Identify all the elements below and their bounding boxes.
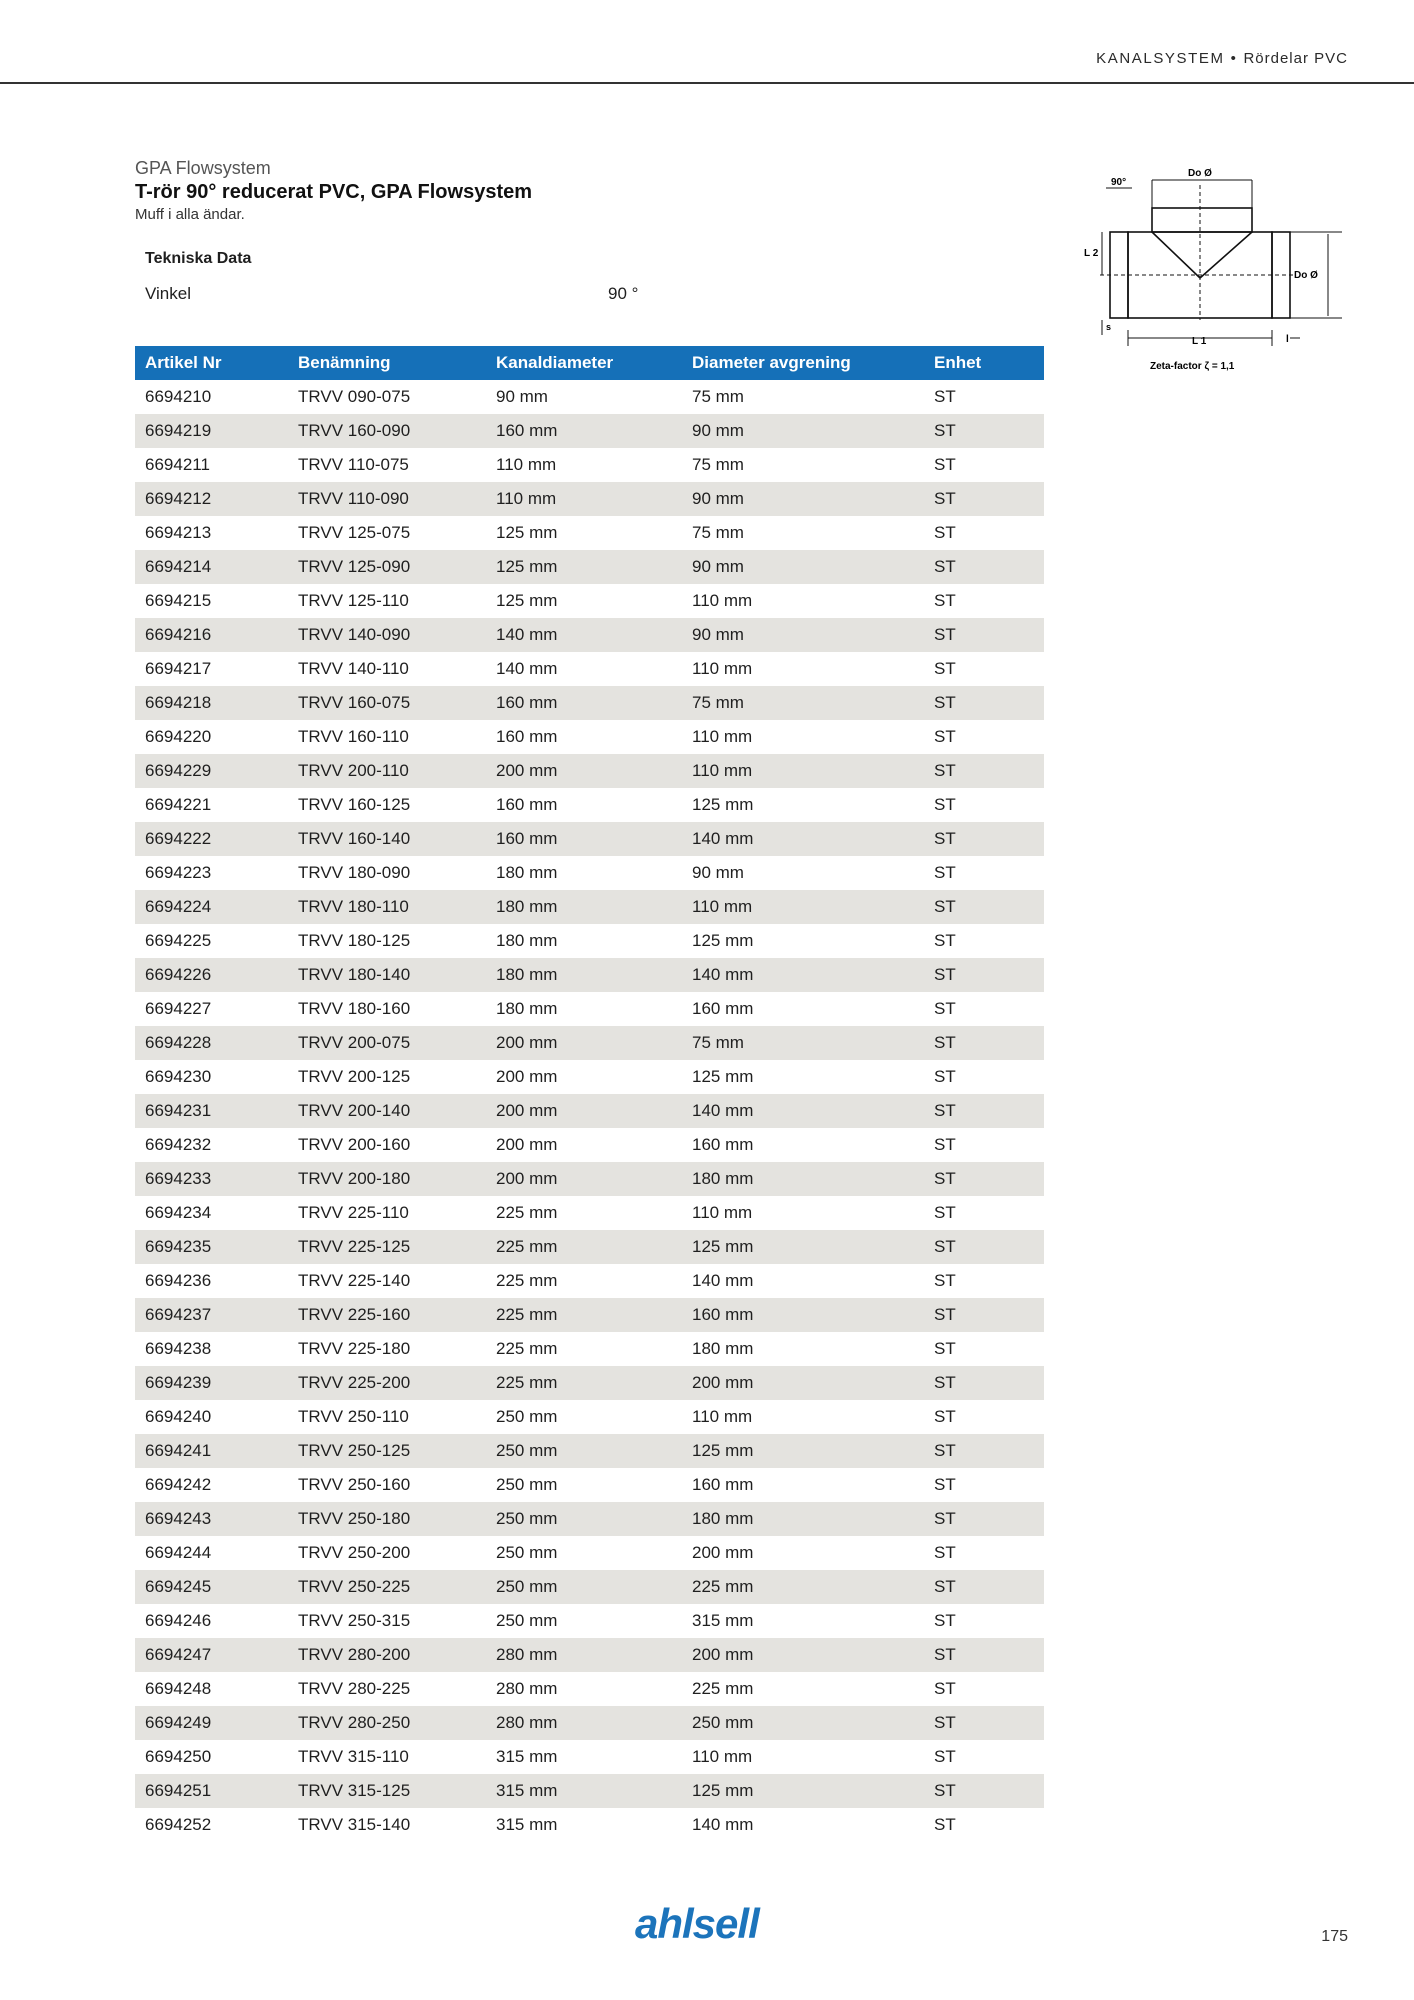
cell-article-number: 6694239 [135, 1366, 288, 1400]
cell-unit: ST [924, 1706, 1044, 1740]
table-row [135, 856, 1044, 890]
cell-duct-diameter: 180 mm [486, 958, 682, 992]
diagram-angle-label: 90° [1111, 177, 1127, 188]
table-row [135, 1060, 1044, 1094]
cell-duct-diameter: 315 mm [486, 1774, 682, 1808]
table-row [135, 1808, 1044, 1842]
cell-unit: ST [924, 1434, 1044, 1468]
table-row [135, 652, 1044, 686]
table-row [135, 1162, 1044, 1196]
cell-unit: ST [934, 1203, 956, 1222]
cell-article-number: 6694214 [135, 550, 288, 584]
cell-article-number: 6694251 [135, 1774, 288, 1808]
cell-name: TRVV 160-090 [288, 414, 486, 448]
cell-branch-diameter: 110 mm [692, 591, 753, 610]
diagram-do-side-label: Do Ø [1294, 270, 1318, 281]
tech-data-row [145, 284, 665, 306]
cell-article-number: 6694213 [145, 523, 212, 542]
page-header [1096, 50, 1348, 67]
table-row [135, 1264, 1044, 1298]
diagram-s-label: s [1106, 322, 1112, 332]
cell-name: TRVV 200-160 [298, 1135, 411, 1154]
cell-unit: ST [934, 1407, 956, 1426]
cell-duct-diameter: 250 mm [496, 1475, 558, 1494]
top-bar [0, 0, 1414, 84]
cell-unit: ST [924, 1366, 1044, 1400]
cell-duct-diameter: 200 mm [486, 1026, 682, 1060]
cell-article-number: 6694230 [145, 1067, 212, 1086]
cell-branch-diameter: 225 mm [692, 1679, 754, 1698]
cell-duct-diameter: 250 mm [486, 1570, 682, 1604]
cell-branch-diameter: 75 mm [692, 387, 744, 406]
cell-article-number: 6694236 [145, 1271, 212, 1290]
cell-name: TRVV 140-090 [288, 618, 486, 652]
cell-article-number: 6694226 [135, 958, 288, 992]
cell-branch-diameter: 125 mm [682, 1774, 924, 1808]
product-title: T-rör 90° reducerat PVC, GPA Flowsystem [135, 181, 533, 203]
table-row [135, 1638, 1044, 1672]
cell-duct-diameter: 225 mm [486, 1366, 682, 1400]
cell-name: TRVV 125-090 [288, 550, 486, 584]
cell-article-number: 6694222 [135, 822, 288, 856]
table-row [135, 1400, 1044, 1434]
product-subtitle: Muff i alla ändar. [135, 206, 245, 223]
cell-branch-diameter: 90 mm [682, 482, 924, 516]
cell-article-number: 6694246 [145, 1611, 212, 1630]
cell-duct-diameter: 200 mm [486, 754, 682, 788]
cell-branch-diameter: 125 mm [682, 1230, 924, 1264]
cell-name: TRVV 225-200 [288, 1366, 486, 1400]
table-row [135, 1026, 1044, 1060]
cell-branch-diameter: 110 mm [692, 659, 753, 678]
cell-duct-diameter: 225 mm [496, 1203, 558, 1222]
table-row [135, 380, 1044, 414]
table-row [135, 1536, 1044, 1570]
table-row [135, 1502, 1044, 1536]
cell-unit: ST [924, 822, 1044, 856]
cell-branch-diameter: 110 mm [692, 1407, 753, 1426]
cell-unit: ST [924, 1774, 1044, 1808]
cell-branch-diameter: 160 mm [692, 1475, 754, 1494]
cell-unit: ST [924, 482, 1044, 516]
table-row [135, 1196, 1044, 1230]
cell-branch-diameter: 315 mm [692, 1611, 754, 1630]
cell-duct-diameter: 110 mm [486, 482, 682, 516]
cell-article-number: 6694225 [145, 931, 212, 950]
cell-branch-diameter: 140 mm [682, 958, 924, 992]
cell-unit: ST [934, 1271, 956, 1290]
left-socket [1110, 232, 1128, 318]
table-row [135, 1468, 1044, 1502]
cell-name: TRVV 180-110 [288, 890, 486, 924]
cell-article-number: 6694224 [135, 890, 288, 924]
cell-duct-diameter: 110 mm [496, 455, 557, 474]
cell-unit: ST [934, 387, 956, 406]
cell-article-number: 6694240 [145, 1407, 212, 1426]
cell-unit: ST [934, 795, 956, 814]
cell-duct-diameter: 140 mm [496, 659, 558, 678]
cell-article-number: 6694248 [145, 1679, 212, 1698]
table-row [135, 1298, 1044, 1332]
cell-unit: ST [934, 1747, 956, 1766]
cell-article-number: 6694229 [135, 754, 288, 788]
cell-unit: ST [934, 523, 956, 542]
cell-duct-diameter: 200 mm [486, 1162, 682, 1196]
cell-unit: ST [934, 659, 956, 678]
column-header-unit: Enhet [924, 346, 1044, 380]
table-row [135, 754, 1044, 788]
branch-socket [1152, 208, 1252, 232]
cell-name: TRVV 225-125 [288, 1230, 486, 1264]
branch-cone [1152, 232, 1252, 278]
cell-unit: ST [924, 618, 1044, 652]
cell-article-number: 6694223 [145, 863, 212, 882]
cell-duct-diameter: 225 mm [486, 1230, 682, 1264]
cell-branch-diameter: 110 mm [692, 1203, 753, 1222]
diagram-zeta-label: Zeta-factor ζ = 1,1 [1150, 361, 1235, 372]
cell-unit: ST [924, 1298, 1044, 1332]
cell-article-number: 6694233 [135, 1162, 288, 1196]
cell-article-number: 6694211 [145, 455, 210, 474]
cell-name: TRVV 225-140 [298, 1271, 411, 1290]
cell-name: TRVV 315-125 [288, 1774, 486, 1808]
product-intro [135, 158, 835, 223]
cell-name: TRVV 125-110 [298, 591, 409, 610]
cell-name: TRVV 225-110 [298, 1203, 409, 1222]
cell-unit: ST [924, 1094, 1044, 1128]
cell-article-number: 6694234 [145, 1203, 212, 1222]
table-row [135, 1604, 1044, 1638]
cell-name: TRVV 160-075 [288, 686, 486, 720]
cell-name: TRVV 250-125 [288, 1434, 486, 1468]
table-row [135, 516, 1044, 550]
header-separator: • [1230, 50, 1238, 67]
cell-article-number: 6694220 [145, 727, 212, 746]
cell-name: TRVV 110-090 [288, 482, 486, 516]
cell-branch-diameter: 125 mm [692, 931, 754, 950]
cell-duct-diameter: 250 mm [486, 1502, 682, 1536]
cell-branch-diameter: 90 mm [682, 618, 924, 652]
cell-duct-diameter: 280 mm [486, 1638, 682, 1672]
cell-branch-diameter: 125 mm [682, 1434, 924, 1468]
table-row [135, 1332, 1044, 1366]
cell-name: TRVV 200-180 [288, 1162, 486, 1196]
cell-duct-diameter: 160 mm [496, 727, 558, 746]
cell-name: TRVV 225-180 [298, 1339, 411, 1358]
cell-name: TRVV 200-140 [288, 1094, 486, 1128]
cell-branch-diameter: 200 mm [682, 1638, 924, 1672]
cell-name: TRVV 250-225 [288, 1570, 486, 1604]
cell-branch-diameter: 140 mm [682, 1094, 924, 1128]
cell-unit: ST [924, 686, 1044, 720]
diagram-l2-label: L 2 [1084, 248, 1099, 259]
table-row [135, 550, 1044, 584]
cell-name: TRVV 250-160 [298, 1475, 411, 1494]
table-row [135, 448, 1044, 482]
cell-duct-diameter: 140 mm [486, 618, 682, 652]
table-row [135, 992, 1044, 1026]
cell-branch-diameter: 200 mm [692, 1543, 754, 1562]
cell-unit: ST [924, 1230, 1044, 1264]
product-table [135, 346, 1044, 1842]
cell-unit: ST [934, 727, 956, 746]
cell-branch-diameter: 125 mm [692, 795, 754, 814]
table-row [135, 1570, 1044, 1604]
cell-name: TRVV 225-160 [288, 1298, 486, 1332]
cell-duct-diameter: 160 mm [496, 795, 558, 814]
right-socket [1272, 232, 1290, 318]
cell-article-number: 6694242 [145, 1475, 212, 1494]
cell-branch-diameter: 90 mm [682, 550, 924, 584]
cell-name: TRVV 110-075 [298, 455, 409, 474]
cell-branch-diameter: 75 mm [692, 455, 744, 474]
table-row [135, 1094, 1044, 1128]
cell-name: TRVV 250-200 [298, 1543, 411, 1562]
cell-unit: ST [924, 550, 1044, 584]
header-section: KANALSYSTEM [1096, 50, 1225, 67]
cell-branch-diameter: 110 mm [692, 727, 753, 746]
cell-name: TRVV 315-110 [298, 1747, 409, 1766]
table-header-row [135, 346, 1044, 380]
cell-branch-diameter: 125 mm [692, 1067, 754, 1086]
cell-branch-diameter: 140 mm [682, 822, 924, 856]
cell-article-number: 6694241 [135, 1434, 288, 1468]
cell-unit: ST [924, 1638, 1044, 1672]
cell-unit: ST [934, 1611, 956, 1630]
cell-name: TRVV 280-225 [298, 1679, 411, 1698]
cell-article-number: 6694218 [135, 686, 288, 720]
cell-duct-diameter: 125 mm [486, 550, 682, 584]
cell-name: TRVV 160-110 [298, 727, 409, 746]
cell-branch-diameter: 140 mm [692, 1271, 754, 1290]
table-row [135, 414, 1044, 448]
cell-duct-diameter: 225 mm [486, 1298, 682, 1332]
cell-branch-diameter: 200 mm [682, 1366, 924, 1400]
tech-value: 90 ° [608, 284, 639, 303]
cell-name: TRVV 180-125 [298, 931, 411, 950]
cell-article-number: 6694212 [135, 482, 288, 516]
cell-branch-diameter: 110 mm [682, 754, 924, 788]
cell-duct-diameter: 315 mm [496, 1747, 558, 1766]
cell-unit: ST [924, 890, 1044, 924]
cell-duct-diameter: 125 mm [496, 591, 558, 610]
cell-duct-diameter: 200 mm [496, 1135, 558, 1154]
tech-label: Vinkel [145, 284, 191, 303]
cell-branch-diameter: 110 mm [692, 1747, 753, 1766]
cell-duct-diameter: 225 mm [496, 1271, 558, 1290]
table-row [135, 1740, 1044, 1774]
cell-name: TRVV 200-125 [298, 1067, 411, 1086]
cell-article-number: 6694244 [145, 1543, 212, 1562]
table-row [135, 1774, 1044, 1808]
cell-article-number: 6694216 [135, 618, 288, 652]
cell-duct-diameter: 250 mm [496, 1543, 558, 1562]
cell-duct-diameter: 90 mm [496, 387, 548, 406]
cell-name: TRVV 160-125 [298, 795, 411, 814]
cell-branch-diameter: 160 mm [692, 999, 754, 1018]
cell-name: TRVV 160-140 [288, 822, 486, 856]
cell-article-number: 6694210 [145, 387, 212, 406]
table-row [135, 958, 1044, 992]
table-row [135, 1672, 1044, 1706]
table-row [135, 618, 1044, 652]
table-row [135, 584, 1044, 618]
page-number: 175 [1321, 1928, 1348, 1945]
cell-branch-diameter: 75 mm [682, 686, 924, 720]
cell-name: TRVV 250-110 [298, 1407, 409, 1426]
cell-article-number: 6694217 [145, 659, 212, 678]
cell-unit: ST [934, 591, 956, 610]
cell-article-number: 6694252 [145, 1815, 212, 1834]
cell-article-number: 6694238 [145, 1339, 212, 1358]
diagram-l1-label: L 1 [1192, 336, 1207, 347]
table-row [135, 1230, 1044, 1264]
cell-name: TRVV 280-250 [288, 1706, 486, 1740]
table-row [135, 686, 1044, 720]
cell-duct-diameter: 250 mm [496, 1611, 558, 1630]
cell-duct-diameter: 180 mm [496, 931, 558, 950]
cell-unit: ST [934, 999, 956, 1018]
cell-article-number: 6694243 [135, 1502, 288, 1536]
t-pipe-diagram [1080, 160, 1355, 375]
table-row [135, 924, 1044, 958]
cell-name: TRVV 180-140 [288, 958, 486, 992]
cell-name: TRVV 250-315 [298, 1611, 411, 1630]
diagram-l-label: l [1286, 334, 1289, 345]
cell-name: TRVV 200-075 [288, 1026, 486, 1060]
cell-unit: ST [924, 1570, 1044, 1604]
cell-article-number: 6694231 [135, 1094, 288, 1128]
cell-branch-diameter: 160 mm [682, 1298, 924, 1332]
cell-duct-diameter: 125 mm [496, 523, 558, 542]
cell-branch-diameter: 160 mm [692, 1135, 754, 1154]
table-body [135, 380, 1044, 1842]
cell-branch-diameter: 180 mm [682, 1502, 924, 1536]
column-header-name: Benämning [288, 346, 486, 380]
cell-name: TRVV 250-180 [288, 1502, 486, 1536]
cell-article-number: 6694232 [145, 1135, 212, 1154]
cell-article-number: 6694235 [135, 1230, 288, 1264]
ahlsell-logo: ahlsell [635, 1900, 759, 1947]
cell-branch-diameter: 140 mm [692, 1815, 754, 1834]
cell-unit: ST [934, 455, 956, 474]
cell-duct-diameter: 280 mm [486, 1706, 682, 1740]
cell-branch-diameter: 250 mm [682, 1706, 924, 1740]
cell-article-number: 6694247 [135, 1638, 288, 1672]
table-row [135, 1128, 1044, 1162]
cell-unit: ST [934, 1067, 956, 1086]
column-header-article: Artikel Nr [135, 346, 288, 380]
cell-duct-diameter: 180 mm [496, 999, 558, 1018]
table-row [135, 890, 1044, 924]
cell-branch-diameter: 180 mm [682, 1162, 924, 1196]
cell-unit: ST [934, 1679, 956, 1698]
cell-duct-diameter: 200 mm [486, 1094, 682, 1128]
table-row [135, 1706, 1044, 1740]
cell-name: TRVV 180-160 [298, 999, 411, 1018]
cell-duct-diameter: 160 mm [486, 414, 682, 448]
cell-unit: ST [924, 414, 1044, 448]
table-row [135, 1434, 1044, 1468]
column-header-branch-diameter: Diameter avgrening [682, 346, 924, 380]
cell-duct-diameter: 180 mm [496, 863, 558, 882]
cell-branch-diameter: 110 mm [682, 890, 924, 924]
diagram-do-top-label: Do Ø [1188, 168, 1212, 179]
cell-duct-diameter: 160 mm [486, 822, 682, 856]
cell-unit: ST [924, 1162, 1044, 1196]
cell-article-number: 6694249 [135, 1706, 288, 1740]
cell-unit: ST [924, 1502, 1044, 1536]
cell-name: TRVV 315-140 [298, 1815, 411, 1834]
cell-unit: ST [934, 1339, 956, 1358]
column-header-diameter: Kanaldiameter [486, 346, 682, 380]
cell-branch-diameter: 225 mm [682, 1570, 924, 1604]
cell-unit: ST [934, 863, 956, 882]
cell-unit: ST [924, 958, 1044, 992]
table-row [135, 822, 1044, 856]
cell-unit: ST [934, 931, 956, 950]
cell-name: TRVV 140-110 [298, 659, 409, 678]
cell-duct-diameter: 315 mm [496, 1815, 558, 1834]
cell-duct-diameter: 160 mm [486, 686, 682, 720]
cell-name: TRVV 200-110 [288, 754, 486, 788]
cell-duct-diameter: 250 mm [496, 1407, 558, 1426]
cell-article-number: 6694228 [135, 1026, 288, 1060]
cell-branch-diameter: 90 mm [682, 414, 924, 448]
cell-duct-diameter: 180 mm [486, 890, 682, 924]
cell-duct-diameter: 225 mm [496, 1339, 558, 1358]
cell-name: TRVV 125-075 [298, 523, 411, 542]
cell-article-number: 6694215 [145, 591, 212, 610]
cell-unit: ST [934, 1135, 956, 1154]
cell-branch-diameter: 180 mm [692, 1339, 754, 1358]
cell-unit: ST [924, 1026, 1044, 1060]
cell-article-number: 6694250 [145, 1747, 212, 1766]
cell-name: TRVV 280-200 [288, 1638, 486, 1672]
cell-duct-diameter: 280 mm [496, 1679, 558, 1698]
cell-article-number: 6694237 [135, 1298, 288, 1332]
cell-branch-diameter: 75 mm [692, 523, 744, 542]
cell-name: TRVV 090-075 [298, 387, 411, 406]
table-row [135, 482, 1044, 516]
header-subsection: Rördelar PVC [1243, 50, 1348, 67]
brand-name: GPA Flowsystem [135, 158, 271, 178]
tech-data-title: Tekniska Data [145, 250, 252, 267]
table-row [135, 788, 1044, 822]
cell-unit: ST [934, 1543, 956, 1562]
cell-article-number: 6694219 [135, 414, 288, 448]
cell-name: TRVV 180-090 [298, 863, 411, 882]
cell-article-number: 6694245 [135, 1570, 288, 1604]
cell-article-number: 6694221 [145, 795, 212, 814]
table-row [135, 720, 1044, 754]
table-row [135, 1366, 1044, 1400]
cell-unit: ST [934, 1475, 956, 1494]
cell-duct-diameter: 250 mm [486, 1434, 682, 1468]
cell-duct-diameter: 200 mm [496, 1067, 558, 1086]
cell-unit: ST [934, 1815, 956, 1834]
cell-article-number: 6694227 [145, 999, 212, 1018]
cell-unit: ST [924, 754, 1044, 788]
cell-branch-diameter: 75 mm [682, 1026, 924, 1060]
cell-branch-diameter: 90 mm [692, 863, 744, 882]
